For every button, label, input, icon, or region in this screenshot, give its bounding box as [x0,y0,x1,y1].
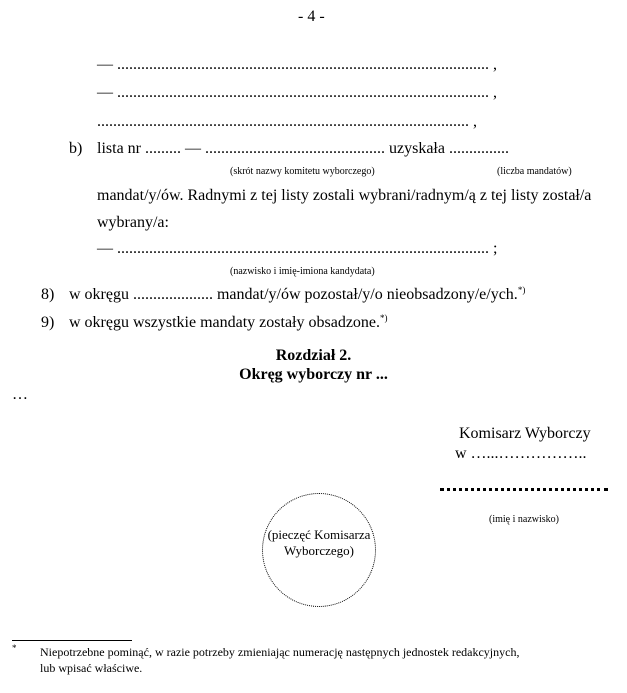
committee-name-note: (skrót nazwy komitetu wyborczego) [230,166,375,177]
elected-text-line1: mandat/y/ów. Radnymi z tej listy zostali wybrani/radnym/ą z tej listy został/a [97,187,592,204]
candidate-name-note: (nazwisko i imię-imiona kandydata) [230,266,375,277]
chapter-subtitle: Okręg wyborczy nr ... [239,366,388,383]
all-filled-text: w okręgu wszystkie mandaty zostały obsadzone.*) [69,313,388,331]
list-marker-b: b) [69,140,83,157]
footnote-marker: * [12,643,17,653]
candidate-line: — ............................................................................................. , [97,56,497,73]
footnote-line1: Niepotrzebne pominąć, w razie potrzeby zmieniając numerację następnych jednostek redakcyjnych, [40,645,520,659]
elected-candidate-line: — ............................................................................................. ; [97,240,498,257]
unfilled-mandates-text: w okręgu .................... mandat/y/ów pozostał/y/o nieobsadzony/e/ych.*) [69,285,526,303]
page-number: - 4 - [298,8,325,25]
footnote-line2: lub wpisać właściwe. [40,661,143,675]
stamp-circle [262,493,376,607]
candidate-line: — ............................................................................................. , [97,84,497,101]
commissioner-title: Komisarz Wyborczy [459,425,591,442]
stamp-text: (pieczęć Komisarza Wyborczego) [267,527,371,558]
footnote-rule [12,640,132,641]
list-marker-9: 9) [41,314,55,331]
ellipsis: … [12,386,28,403]
mandate-count-note: (liczba mandatów) [497,166,572,177]
list-marker-8: 8) [41,286,55,303]
candidate-line: ............................................................................................. , [97,113,477,130]
name-note: (imię i nazwisko) [489,514,559,525]
elected-text-line2: wybrany/a: [97,214,169,231]
chapter-title: Rozdział 2. [275,347,352,364]
commissioner-place: w …...…………….. [455,445,587,462]
list-result-line: lista nr ......... — ............................................. uzyskała ............... [97,140,509,157]
signature-line [440,488,608,491]
